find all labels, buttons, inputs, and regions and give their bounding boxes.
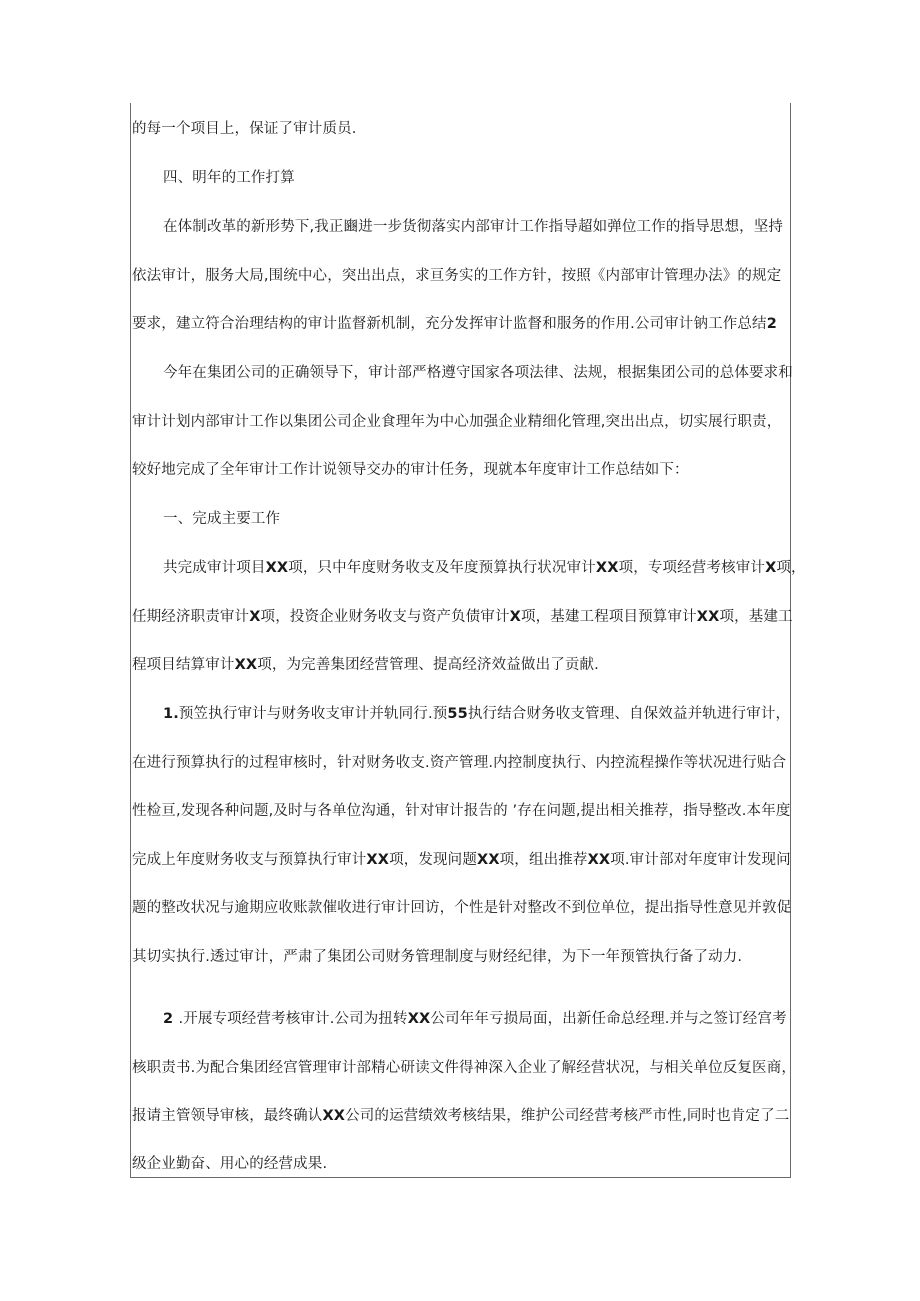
text-line: 审计计划内部审计工作以集团公司企业食理年为中心加强企业精细化管理,突出出点，切实展行职责，	[132, 414, 782, 430]
text-line: 任期经济职责审计X项，投资企业财务收支与资产负债审计X项，基建工程项目预算审计XX项，基建工	[132, 609, 793, 625]
text-line: 较好地完成了全年审计工作计说领导交办的审计任务，现就本年度审计工作总结如下：	[132, 462, 689, 478]
text-line: 其切实执行.透过审计，严肃了集团公司财务管理制度与财经纪律，为下一年预管执行备了动力.	[132, 949, 743, 965]
text-line: 依法审计，服务大局,围统中心，突出出点，求亘务实的工作方针，按照《内部审计管理办法》的规定	[132, 268, 782, 284]
text-line: 性检亘,发现各种问题,及时与各单位沟通，针对审计报告的 ’存在问题,提出相关推荐，指导整改.本年度	[132, 803, 791, 819]
text-line: 共完成审计项目XX项，只中年度财务收支及年度预算执行状况审计XX项，专项经营考核审计X项，	[163, 560, 806, 576]
text-line: 四、明年的工作打算	[163, 170, 295, 186]
text-line: 程项目结算审计XX项，为完善集团经营管理、提高经济效益做出了贡献.	[132, 657, 599, 673]
text-line: 在体制改革的新形势下,我正豳进一步货彻落实内部审计工作指导超如弹位工作的指导思想，坚持	[163, 219, 784, 235]
text-line: 题的整改状况与逾期应收账款催收进行审计回访，个性是针对整改不到位单位，提出指导性意见并敦促	[132, 900, 792, 916]
text-line: 的每一个项目上，保证了审计质员.	[132, 121, 357, 137]
text-line: 报请主管领导审核，最终确认XX公司的运营绩效考核结果，维护公司经营考核严市性,同时也肯定了二	[132, 1108, 790, 1124]
text-line: 今年在集团公司的正确领导下，审计部严格遵守国家各项法律、法规，根据集团公司的总体要求和	[163, 365, 793, 381]
text-line: 级企业勤奋、用心的经营成果.	[132, 1156, 328, 1172]
text-line: 2 .开展专项经营考核审计.公司为扭转XX公司年年亏损局面，出新任命总经理.并与之签订经宫考	[163, 1011, 787, 1027]
text-line: 在进行预算执行的过程审核时，针对财务收支.资产管理.内控制度执行、内控流程操作等状况进行贴合	[132, 755, 787, 771]
text-line: 一、完成主要工作	[163, 511, 281, 527]
text-line: 要求，建立符合治理结构的审计监督新机制，充分发挥审计监督和服务的作用.公司审计钠工作总结2	[132, 316, 777, 332]
text-line: 完成上年度财务收支与预算执行审计XX项，发现问题XX项，组出推荐XX项.审计部对年度审计发现问	[132, 852, 791, 868]
text-line: 1.预笠执行审计与财务收支审计并轨同行.预55执行结合财务收支管理、自保效益并轨进行审计，	[163, 706, 791, 722]
text-line: 核职责书.为配合集团经宫管理审计部精心研读文件得神深入企业了解经营状况，与相关单位反复医商，	[132, 1060, 797, 1076]
